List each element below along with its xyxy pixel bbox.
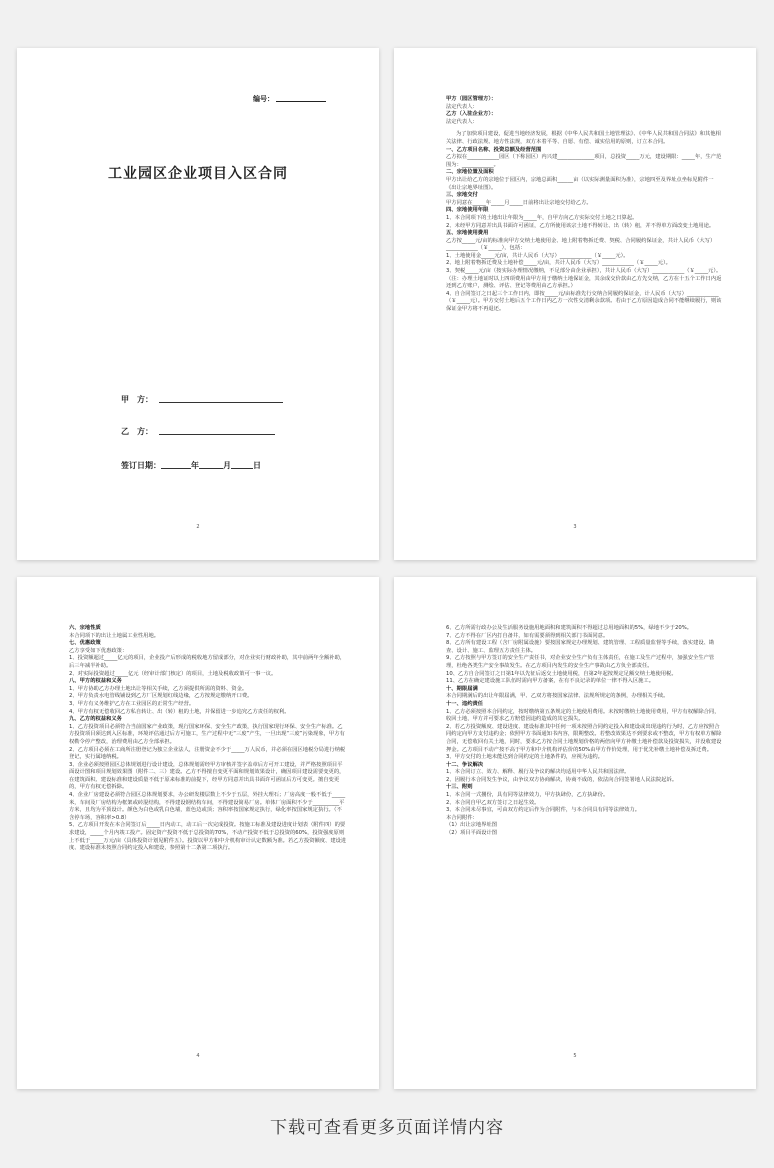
clause-text: 法定代表人：: [446, 103, 478, 110]
page-number: 5: [573, 1053, 577, 1059]
clause-text: 3、甲方交付的土地未能达到合同约定的土地条件的，应视为违约。: [446, 754, 603, 761]
section-heading: 十一、违约责任: [446, 700, 484, 707]
clause-text: 3、本合同未尽事宜，可由双方约定后作为合同附件，与本合同具有同等法律效力。: [446, 807, 641, 814]
section-heading: 乙方（入驻企业方）：: [446, 111, 497, 118]
clause-text: （注：办理土地证时以上四项费用由甲方用于缴纳土地保证金，其余成交价款由乙方先交纳，乙方在十五个工作日内返还到乙方账户，测绘、评估、登记等费用由乙方承担。）: [446, 275, 722, 290]
clause-text: 2、乙方项目必须在工商所注册登记为独立企业法人，注册资金不少于_____万人民币，并必须在园区地税分局进行纳税登记，实行属地纳税。: [69, 746, 346, 761]
clause-text: （1）出让宗地界址图: [446, 822, 498, 829]
clause-text: 1、投资额超过_____亿元的项目，企业投产后形成的税收地方留成部分，对企业实行财政补助，其中前两年全额补助，后三年减半补助。: [69, 655, 346, 669]
section-heading: 甲方（园区管理方）：: [446, 96, 497, 102]
clause-text: 4、甲方有权无偿收回乙方私自转让、出（转）租的土地，并保留进一步追究乙方责任的权利。: [69, 708, 290, 715]
clause-text: 2、本合同自甲乙双方签订之日起生效。: [446, 799, 540, 806]
party-b-row: [121, 426, 275, 437]
page-4-body: [69, 625, 347, 853]
section-heading: 九、乙方的权益和义务: [69, 716, 122, 723]
clause-text: 甲方出让给乙方的宗地位于园区内，宗地总面积______亩（以实际测量面积为准），宗地四至及界址点坐标见附件一《出让宗地界址图》。: [446, 176, 714, 191]
section-heading: 二、宗地位置及面积: [446, 169, 494, 176]
party-a-label: 甲 方：: [121, 395, 153, 404]
clause-text: 乙方按_____元/亩的标准向甲方交纳土地使用金、地上附着物拆迁费、契税、合同履约保证金，共计人民币（大写）____________（￥_____），包括：: [446, 237, 716, 252]
clause-text: 8、乙方所有建设工程（含厂房附属设施）要按国家规定办理规划、建筑管理、工程质量监督等手续，落实建设、勘查、设计、施工、监理五方责任主体。: [446, 640, 715, 654]
clause-text: 甲方同意在_____年_____月_____日前将出让宗地交付给乙方。: [446, 199, 592, 206]
sign-date-label: 签订日期：: [121, 461, 161, 470]
section-heading: 十、期限届满: [446, 685, 478, 692]
section-heading: 一、乙方项目名称、投资总额及经营范围: [446, 146, 542, 153]
document-page-5: [394, 577, 756, 1089]
clause-text: （2）项目平面设计图: [446, 830, 498, 837]
party-a-row: [121, 394, 283, 405]
clause-text: 1、乙方投资项目必须符合当前国家产业政策，现行国家环保、安全生产政策，执行国家现行环保、安全生产标准。乙方投资项目须达到入区标准，环境评估通过后方可施工，生产过程中无“三废”产生，一旦出现“三废”污染现象，甲方有权勒令停产整改，治理费用由乙方全部承担。: [69, 723, 345, 745]
contract-title: 工业园区企业项目入区合同: [108, 166, 288, 182]
clause-text: 2、因履行本合同发生争议，由争议双方协商解决，协商不成的，依法向合同签署地人民法院起诉。: [446, 776, 678, 783]
section-heading: 十三、附则: [446, 784, 473, 791]
clause-text: 5、乙方项目开发在本合同签订后_____日内动工，动工后一次完成投资。按施工标准及建设进度计划表（附件四）的要求建设，_____个月内竣工投产。固定资产投资不低于总投资的70%，不动产投资不低于总投资的60%，投资强度原则上不低于_____万元/亩（具体投资计划见附件五）。投资以甲方和中介机构审计认定数额为准。若乙方投资额度、建设进度、建设标准未按照合同约定投入和建设，参照第十二条第二项执行。: [69, 822, 347, 852]
clause-text: 本合同附件：: [446, 814, 478, 821]
download-more-notice: 下载可查看更多页面详情内容: [270, 1118, 504, 1138]
clause-text: 4、企业厂房建设必须符合园区总体规划要求，办公研发楼层数上不少于五层，外挂大理石；厂房高度一般不低于_____米，车间及厂房结构为框架或砖混结构，不得建设钢结构车间，不得建设简易厂房。单体厂房面积不少于__________平方米，且均为平顶设计。颜色为白色或乳白色墙，蓝色边或顶；容积率按国家规定执行，绿化率按国家规定执行。（不含停车场，容积率>0.8）: [69, 792, 346, 821]
section-heading: 八、甲方的权益和义务: [69, 678, 122, 685]
page-number: 3: [573, 524, 577, 530]
clause-text: 本合同项下的出让土地属工业性用地。: [69, 632, 160, 639]
contract-number: [253, 94, 326, 104]
clause-text: 1、本合同一式捌份，具有同等法律效力，甲方执肆份，乙方执肆份。: [446, 792, 609, 799]
clause-text: 3、企业必须按照园区总体规划进行设计建设，总体规划需经甲方审核并签字盖章后方可开工建设，并严格按照项目平面设计图和项目规划效果图（附件二、三）建设。乙方不得擅自变更平面和规划效果设计，确因项目建设需要变更的，在建筑面积、建设标准和建设质量不低于原来标准的前提下，经甲方同意并出具书面许可函证后方可变更。擅自变更的，甲方有权无偿拆除。: [69, 761, 345, 791]
section-heading: 六、宗地性质: [69, 625, 101, 631]
sign-date-row: 签订日期： 年 月 日: [121, 461, 261, 470]
clause-text: 2、未经甲方同意并出具书面许可函证，乙方所使用该宗土地不得转让、出（转）租，并不得单方面改变土地用途。: [446, 222, 715, 229]
clause-text: 2、若乙方投资额度、建设进度、建设标准其中任何一项未按照合同约定投入和建设或出现违约行为时，乙方应按照合同约定向甲方支付违约金；依照甲方书面通知书内容，限期整改。若整改效果达不到要求或不整改，甲方有权单方解除合同，无偿收回有关土地，同时，要求乙方按合同土地规划价格的两倍向甲方补缴土地补偿款及投资损失，并没收建设押金。乙方项目不动产按不高于甲方和中介机构评估价的50%由甲方作价处理，用于优先补缴土地补偿及拆迁费。: [446, 723, 722, 753]
clause-text: 1、甲方协助乙方办理土地出让等相关手续，乙方须提供所需的资料、资金。: [69, 685, 248, 692]
page-5-body: [446, 625, 724, 838]
contract-number-label: 编号：: [253, 95, 274, 103]
clause-text: 9、乙方按照与甲方签订的安全生产责任书，对企业安全生产负有主体责任，在施工及生产过程中，加强安全生产管理，杜绝各类生产安全事故发生。在乙方项目内发生的安全生产事故由乙方负全部责任。: [446, 655, 715, 669]
clause-text: 11、乙方在确定建设施工队伍时需向甲方备案，在有不良记录的单位一律不得入区施工。: [446, 678, 655, 685]
document-page-4: [17, 577, 379, 1089]
clause-text: 3、契税_____元/亩（按实际办理情况缴纳，不足部分由企业承担），共计人民币（大写）____________（￥_____元）。: [446, 268, 722, 275]
clause-text: 7、乙方不得在厂区内打自备井，如有需要须得到相关部门书面同意。: [446, 632, 609, 639]
clause-text: 法定代表人：: [446, 118, 478, 125]
party-a-blank: [159, 395, 283, 403]
clause-text: 为了加快项目建设，促进当地经济发展，根据《中华人民共和国土地管理法》、《中华人民共和国合同法》和其他相关法律、行政法规、地方性法规，双方本着平等、自愿、有偿、诚实信用的原则，订立本合同。: [446, 131, 721, 145]
document-page-cover: [17, 48, 379, 560]
clause-text: 2、地上附着物拆迁费及土地补偿_____元/亩，共计人民币（大写）____________（￥_____元）。: [446, 260, 671, 267]
clause-text: 4、自合同签订之日起三个工作日内，即按_____元/亩标准先行交纳合同履约保证金，计人民币（大写）____________（￥_____元）。甲方交付土地后五个工作日内乙方一次性交清剩余款项。若由于乙方原因造成合同不能继续履行，则该保证金甲方将不再退还。: [446, 290, 722, 313]
clause-text: 2、对实际投资超过_____亿元（经审计部门核定）的项目，土地及税收政策可一事一议。: [69, 670, 277, 677]
clause-text: 3、甲方有义务维护乙方在工业园区的正常生产经营。: [69, 700, 195, 707]
clause-text: 1、本合同订立、效力、解释、履行及争议的解决均适用中华人民共和国法律。: [446, 769, 630, 776]
party-b-blank: [159, 427, 275, 435]
section-heading: 三、宗地交付: [446, 192, 478, 199]
party-b-label: 乙 方：: [121, 427, 153, 436]
page-number: 2: [196, 524, 200, 530]
clause-text: 10、乙方自合同签订之日第1年以先征后返交土地使用税，自第2年起按规定足额交纳土地使用税。: [446, 670, 677, 677]
clause-text: 本合同期满后的出让年限届满，甲、乙双方将按国家法律、法规所规定的条例，办理相关手续。: [446, 693, 669, 700]
clause-text: 1、本合同项下的土地出让年限为_____年，自甲方向乙方实际交付土地之日算起。: [446, 214, 638, 221]
document-page-3: [394, 48, 756, 560]
clause-text: 乙方拟在____________园区（下称园区）内兴建______________项目，总投资_____万元，建设期限：_____年，生产范围为：____________。: [446, 154, 722, 168]
clause-text: 1、乙方必须按照本合同约定，按时缴纳第五条规定的土地使用费用。未按时缴纳土地使用费用，甲方有权解除合同，收回土地，甲方并可要求乙方赔偿因违约造成的其它损失。: [446, 708, 720, 723]
clause-text: 乙方享受如下优惠政策：: [69, 647, 128, 654]
clause-text: 6、乙方所需行政办公及生活服务设施用地面积和建筑面积不得超过总用地面积的5%，绿地不少于20%。: [446, 625, 693, 631]
contract-number-blank: [276, 94, 326, 102]
section-heading: 七、优惠政策: [69, 640, 101, 647]
section-heading: 五、宗地使用费用: [446, 230, 489, 237]
clause-text: 2、甲方负责水电管线铺设到乙方厂区规划红线边缘，乙方按规定缴纳开口费。: [69, 693, 253, 700]
clause-text: 1、土地使用金_____元/亩，共计人民币（大写）____________（￥_____元）。: [446, 252, 629, 259]
page-number: 4: [196, 1053, 200, 1059]
section-heading: 十二、争议解决: [446, 761, 484, 768]
page-3-body: [446, 96, 724, 314]
section-heading: 四、宗地使用年限: [446, 207, 489, 214]
